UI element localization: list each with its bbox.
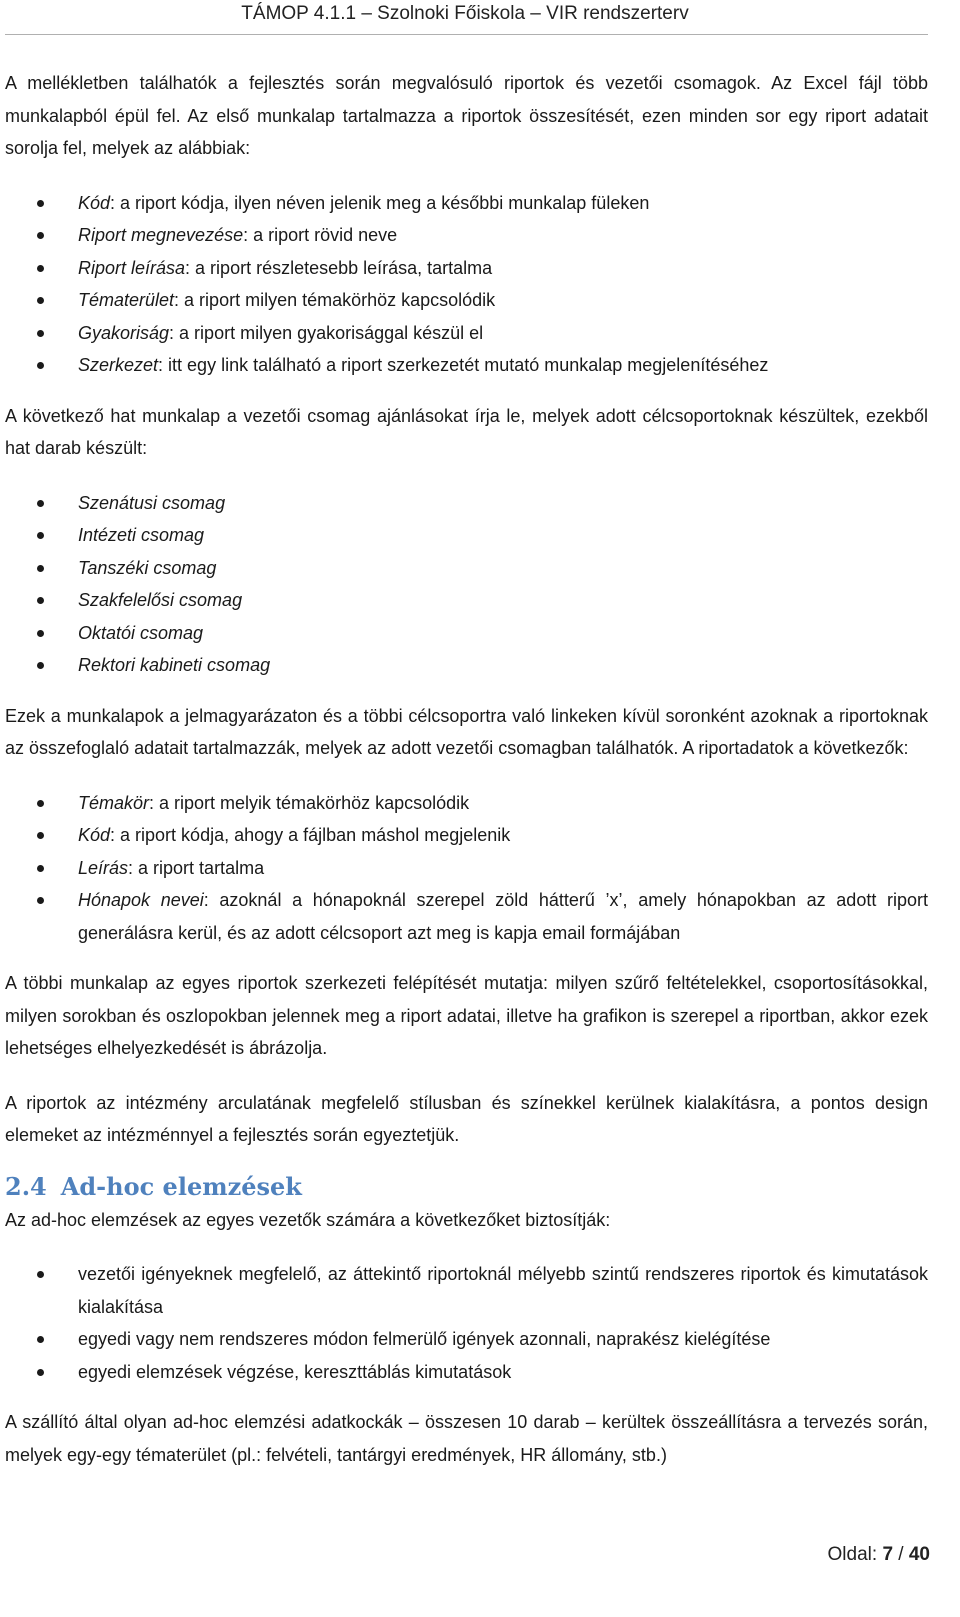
packages-list: [5, 487, 928, 682]
description: : a riport milyen gyakorisággal készül el: [169, 322, 484, 343]
list-item: egyedi vagy nem rendszeres módon felmerülő igények azonnali, naprakész kielégítése: [5, 1323, 928, 1356]
list-item: [5, 852, 928, 885]
list-item: Tanszéki csomag: [5, 552, 928, 585]
term: Szerkezet: [78, 355, 159, 375]
list-item: [5, 317, 928, 350]
term: Hónapok nevei: [78, 890, 204, 910]
list-item: [5, 219, 928, 252]
list-item: Szakfelelősi csomag: [5, 584, 928, 617]
page-footer: [828, 1540, 930, 1570]
term: Kód: [78, 192, 111, 213]
document-body: [5, 67, 928, 1471]
section-heading: [5, 1170, 928, 1204]
description: : itt egy link található a riport szerkezetét mutató munkalap megjelenítéséhez: [158, 355, 769, 375]
description: : a riport melyik témakörhöz kapcsolódik: [149, 792, 470, 813]
worksheets-paragraph: Ezek a munkalapok a jelmagyarázaton és a többi célcsoportra való linkeken kívül soronként azoknak a riportoknak az összefoglaló adatait tartalmazzák, melyek az adott vezetői csomagban találhatók. A riportadatok a következők:: [5, 705, 928, 758]
term: Riport megnevezése: [78, 225, 244, 245]
page-separator: /: [893, 1544, 909, 1565]
adhoc-intro-paragraph: Az ad-hoc elemzések az egyes vezetők számára a következőket biztosítják:: [5, 1209, 611, 1230]
section-title: Ad-hoc elemzések: [60, 1171, 302, 1201]
description: : a riport rövid neve: [243, 225, 398, 245]
header-divider: [5, 34, 928, 35]
term: Kód: [78, 825, 111, 845]
description: : a riport kódja, ilyen néven jelenik meg a későbbi munkalap füleken: [110, 192, 650, 213]
list-item: vezetői igényeknek megfelelő, az áttekintő riportoknál mélyebb szintű rendszeres riportok és kimutatások kialakítása: [5, 1258, 928, 1323]
datacube-paragraph: A szállító által olyan ad-hoc elemzési adatkockák – összesen 10 darab – kerültek összeállításra a tervezés során, melyek egy-egy tématerület (pl.: felvételi, tantárgyi eredmények, HR állomány, stb.): [5, 1412, 928, 1465]
style-paragraph: A riportok az intézmény arculatának megfelelő stílusban és színekkel kerülnek kialakításra, a pontos design elemeket az intézménnyel a fejlesztés során egyeztetjük.: [5, 1092, 928, 1145]
list-item: Intézeti csomag: [5, 519, 928, 552]
description: : a riport milyen témakörhöz kapcsolódik: [174, 290, 496, 310]
page-label: Oldal:: [827, 1544, 883, 1565]
list-item: [5, 349, 928, 382]
list-item: [5, 187, 928, 220]
list-item: [5, 884, 928, 949]
list-item: [5, 284, 928, 317]
packages-paragraph: A következő hat munkalap a vezetői csomag ajánlásokat írja le, melyek adott célcsoportoknak készültek, ezekből hat darab készült:: [5, 405, 928, 458]
page-current: 7: [882, 1544, 894, 1565]
term: Tématerület: [78, 290, 175, 310]
report-fields-list: [5, 187, 928, 382]
list-item: [5, 819, 928, 852]
term: Leírás: [78, 857, 129, 878]
term: Témakör: [78, 792, 150, 813]
report-data-list: [5, 787, 928, 950]
list-item: Szenátusi csomag: [5, 487, 928, 520]
list-item: Rektori kabineti csomag: [5, 649, 928, 682]
list-item: Oktatói csomag: [5, 617, 928, 650]
page-total: 40: [908, 1544, 930, 1565]
list-item: egyedi elemzések végzése, kereszttáblás kimutatások: [5, 1356, 928, 1389]
intro-paragraph: A mellékletben találhatók a fejlesztés során megvalósuló riportok és vezetői csomagok. Az Excel fájl több munkalapból épül fel. Az első munkalap tartalmazza a riportok összesítését, ezen minden sor egy riport adatait sorolja fel, melyek az alábbiak:: [5, 73, 928, 158]
term: Riport leírása: [78, 257, 186, 278]
term: Gyakoriság: [78, 322, 170, 343]
section-number: 2.4: [5, 1171, 47, 1201]
description: : a riport kódja, ahogy a fájlban máshol megjelenik: [110, 825, 511, 845]
list-item: [5, 252, 928, 285]
structure-paragraph: A többi munkalap az egyes riportok szerkezeti felépítését mutatja: milyen szűrő feltételekkel, csoportosításokkal, milyen sorokban és oszlopokban jelennek meg a riport adatai, illetve ha grafikon is szerepel a riportban, akkor ezek lehetséges elhelyezkedését is ábrázolja.: [5, 973, 928, 1058]
description: : a riport részletesebb leírása, tartalma: [185, 257, 493, 278]
adhoc-list: [5, 1258, 928, 1388]
list-item: [5, 787, 928, 820]
description: : azoknál a hónapoknál szerepel zöld hátterű ’x’, amely hónapokban az adott riport generálásra kerül, és az adott célcsoport azt meg is kapja email formájában: [78, 890, 928, 943]
description: : a riport tartalma: [128, 857, 265, 878]
page-header: TÁMOP 4.1.1 – Szolnoki Főiskola – VIR rendszerterv: [241, 3, 689, 24]
